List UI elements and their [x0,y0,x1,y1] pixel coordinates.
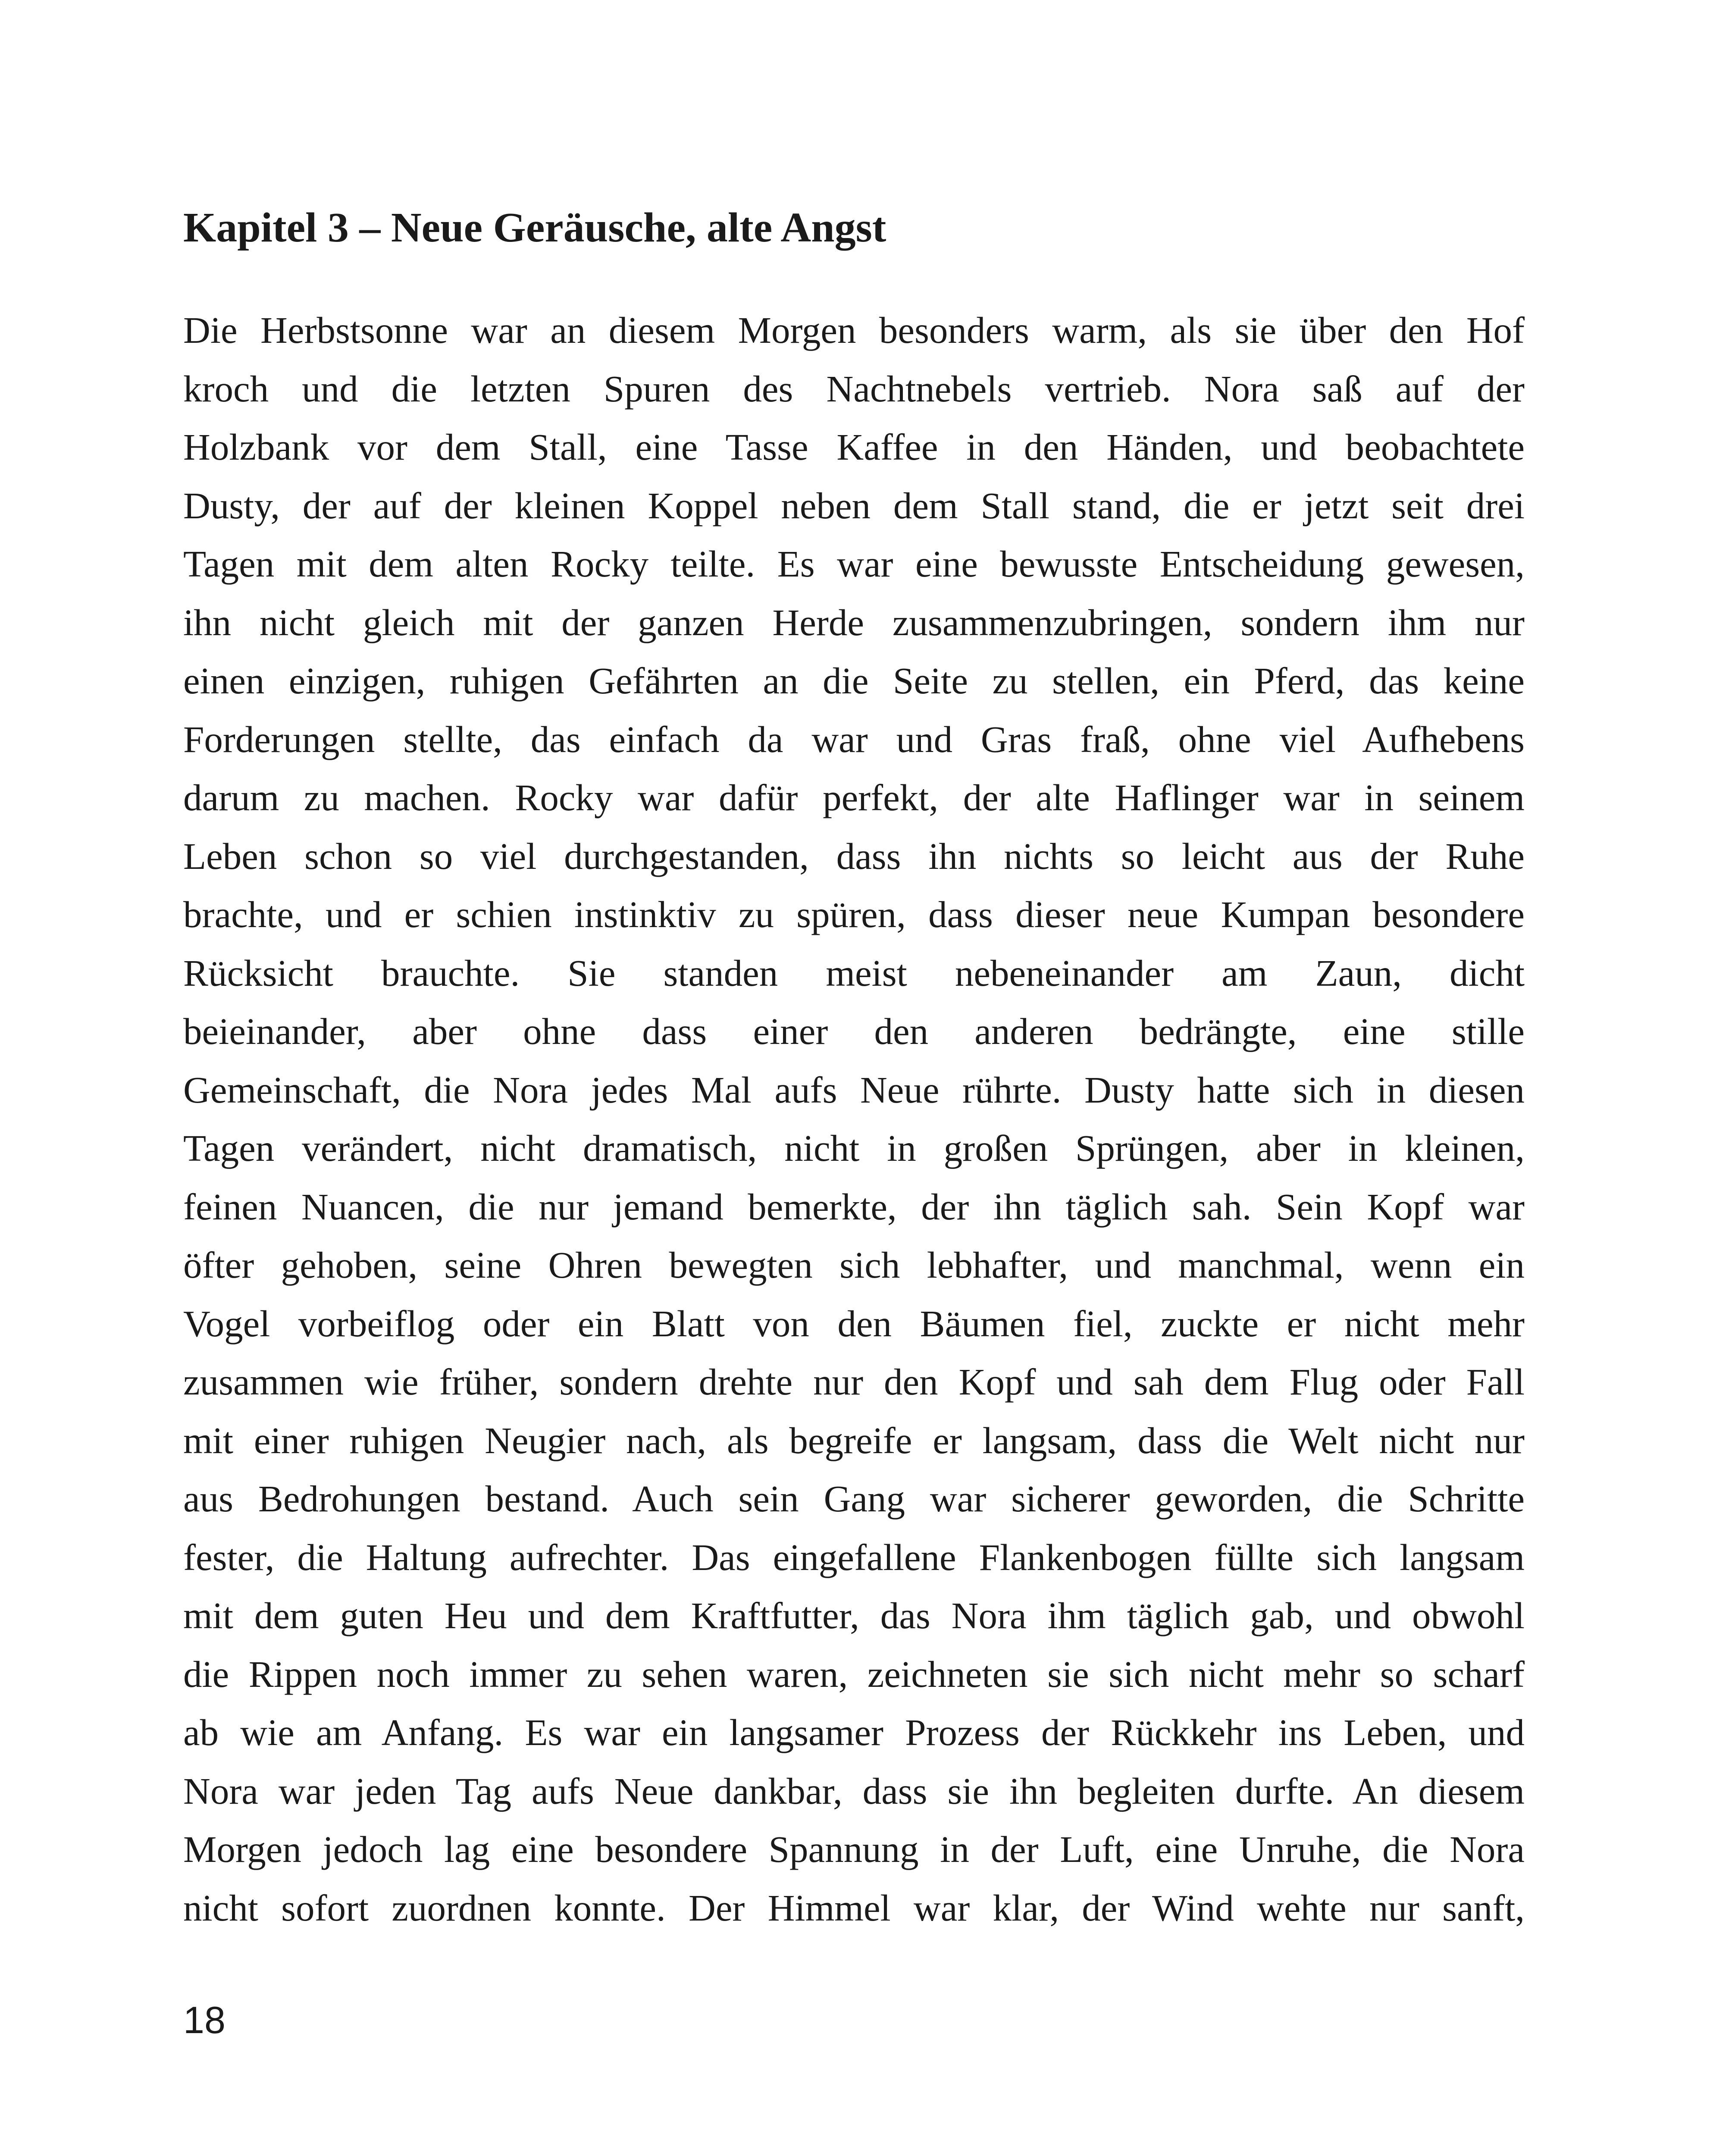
text-line: öfter gehoben, seine Ohren bewegten sich lebhafter, und manchmal, wenn ein [183,1244,1525,1286]
text-line: Leben schon so viel durchgestanden, dass ihn nichts so leicht aus der Ruhe [183,835,1525,877]
text-line: Tagen mit dem alten Rocky teilte. Es war eine bewusste Entscheidung gewesen, [183,543,1525,585]
text-line: mit einer ruhigen Neugier nach, als begreife er langsam, dass die Welt nicht nur [183,1419,1525,1461]
text-line: darum zu machen. Rocky war dafür perfekt, der alte Haflinger war in seinem [183,777,1525,818]
text-line: Dusty, der auf der kleinen Koppel neben dem Stall stand, die er jetzt seit drei [183,484,1525,526]
text-line: Forderungen stellte, das einfach da war und Gras fraß, ohne viel Aufhebens [183,718,1525,760]
text-line: beieinander, aber ohne dass einer den anderen bedrängte, eine stille [183,1010,1525,1052]
text-line: fester, die Haltung aufrechter. Das eingefallene Flankenbogen füllte sich langsam [183,1536,1525,1578]
text-line: mit dem guten Heu und dem Kraftfutter, das Nora ihm täglich gab, und obwohl [183,1595,1525,1636]
text-line: nicht sofort zuordnen konnte. Der Himmel war klar, der Wind wehte nur sanft, [183,1887,1525,1929]
text-line: ab wie am Anfang. Es war ein langsamer Prozess der Rückkehr ins Leben, und [183,1711,1525,1753]
text-line: aus Bedrohungen bestand. Auch sein Gang war sicherer geworden, die Schritte [183,1478,1525,1520]
text-line: Morgen jedoch lag eine besondere Spannung in der Luft, eine Unruhe, die Nora [183,1828,1525,1870]
text-line: Rücksicht brauchte. Sie standen meist nebeneinander am Zaun, dicht [183,952,1525,994]
text-line: einen einzigen, ruhigen Gefährten an die Seite zu stellen, ein Pferd, das keine [183,660,1525,702]
chapter-body [183,301,1525,1937]
text-line: Nora war jeden Tag aufs Neue dankbar, dass sie ihn begleiten durfte. An diesem [183,1770,1525,1812]
text-line: Gemeinschaft, die Nora jedes Mal aufs Neue rührte. Dusty hatte sich in diesen [183,1069,1525,1111]
text-line: brachte, und er schien instinktiv zu spüren, dass dieser neue Kumpan besondere [183,893,1525,935]
text-line: feinen Nuancen, die nur jemand bemerkte, der ihn täglich sah. Sein Kopf war [183,1185,1525,1228]
text-line: ihn nicht gleich mit der ganzen Herde zusammenzubringen, sondern ihm nur [183,601,1525,643]
text-line: Vogel vorbeiflog oder ein Blatt von den Bäumen fiel, zuckte er nicht mehr [183,1302,1525,1344]
text-line: die Rippen noch immer zu sehen waren, zeichneten sie sich nicht mehr so scharf [183,1653,1525,1695]
page-number: 18 [183,1999,226,2041]
text-line: Die Herbstsonne war an diesem Morgen besonders warm, als sie über den Hof [183,309,1525,351]
text-line: kroch und die letzten Spuren des Nachtnebels vertrieb. Nora saß auf der [183,367,1525,410]
text-line: Holzbank vor dem Stall, eine Tasse Kaffee in den Händen, und beobachtete [183,426,1525,468]
text-line: Tagen verändert, nicht dramatisch, nicht in großen Sprüngen, aber in kleinen, [183,1127,1525,1169]
text-line: zusammen wie früher, sondern drehte nur den Kopf und sah dem Flug oder Fall [183,1361,1525,1403]
chapter-title: Kapitel 3 – Neue Geräusche, alte Angst [183,204,886,251]
